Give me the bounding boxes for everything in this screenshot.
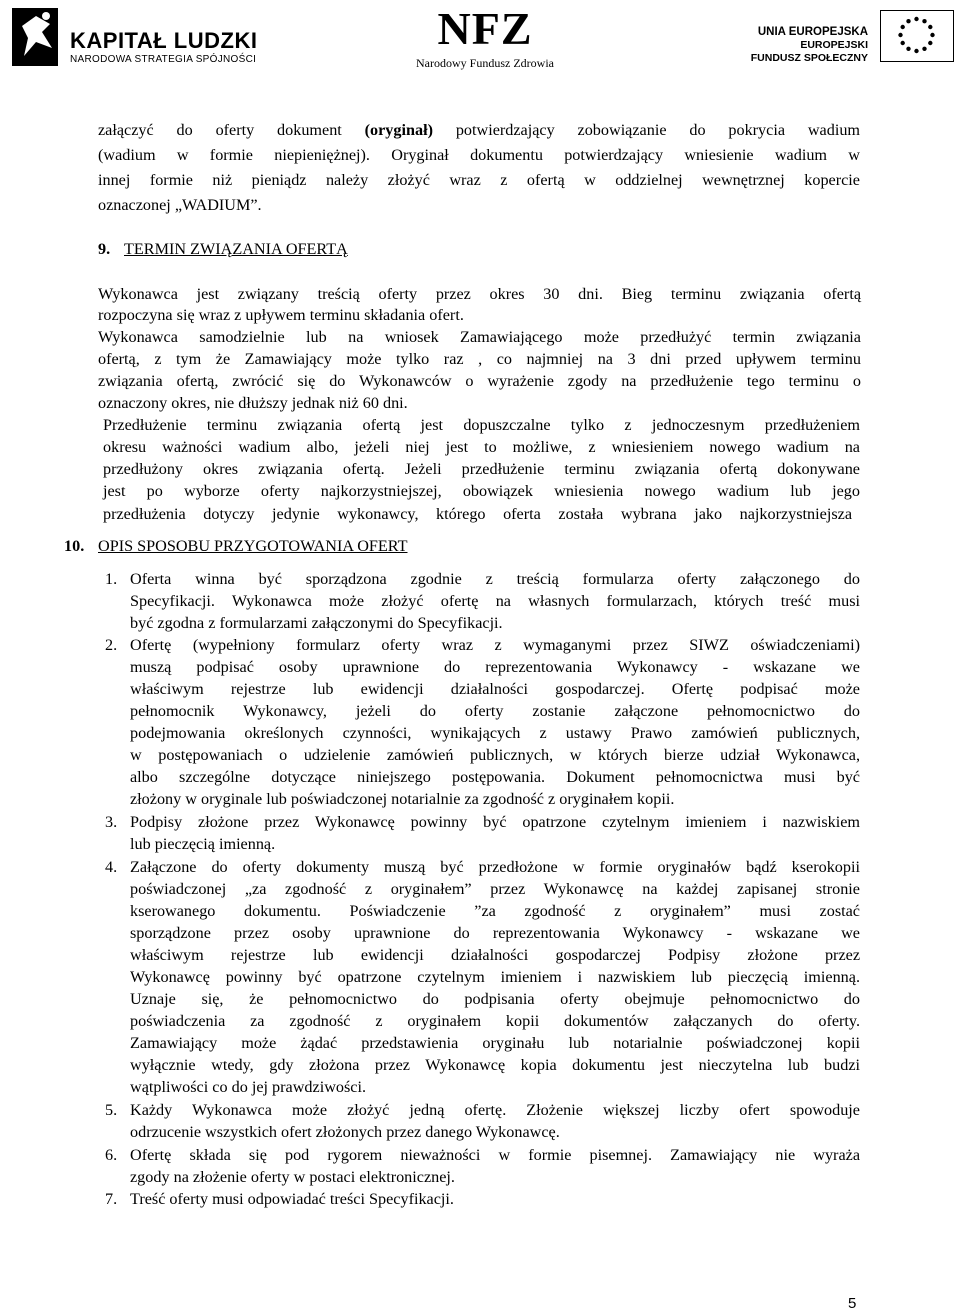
list-item-line: poświadczenia za zgodność z oryginałem kopii dokumentów załączanych do oferty. <box>130 1012 860 1030</box>
eu-flag-icon <box>880 10 954 62</box>
nfz-subtitle: Narodowy Fundusz Zdrowia <box>416 56 554 70</box>
list-item-line: Każdy Wykonawca może złożyć jedną ofertę. Złożenie większej liczby ofert spowoduje <box>130 1101 860 1119</box>
section-9-line: oznaczony okres, nie dłuższy jednak niż 60 dni. <box>98 394 408 412</box>
intro-line-1: załączyć do oferty dokument (oryginał) potwierdzający zobowiązanie do pokrycia wadium <box>98 121 861 139</box>
list-item-line: Wykonawcę powinny być opatrzone czytelnym imieniem i nazwiskiem lub pieczęcią imienną. <box>130 968 860 986</box>
section-9-line: jest po wyborze oferty najkorzystniejszej, obowiązek wniesienia nowego wadium lub jego <box>103 482 860 500</box>
kapital-ludzki-subtitle: NARODOWA STRATEGIA SPÓJNOŚCI <box>70 54 257 65</box>
list-item-number: 2. <box>105 636 118 654</box>
page-header <box>0 0 960 80</box>
kapital-ludzki-logo <box>6 2 266 72</box>
list-item-line: sporządzone przez osoby uprawnione do reprezentowania Wykonawcy - wskazane we <box>130 924 860 942</box>
kapital-ludzki-emblem-icon <box>6 2 64 72</box>
section-9-line: okresu ważności wadium albo, jeżeli niej jest to możliwe, z wniesieniem nowego wadium na <box>103 438 860 456</box>
section-10-title: OPIS SPOSOBU PRZYGOTOWANIA OFERT <box>98 537 408 555</box>
intro-line-4: oznaczonej „WADIUM”. <box>98 196 262 214</box>
section-9-line: przedłużony okres związania ofertą. Jeżeli przedłużenie terminu związania ofertą dokonywane <box>103 460 860 478</box>
list-item-line: Treść oferty musi odpowiadać treści Specyfikacji. <box>130 1190 454 1208</box>
list-item-number: 4. <box>105 858 118 876</box>
page-number: 5 <box>848 1295 857 1312</box>
section-9-line: Wykonawca jest związany treścią oferty przez okres 30 dni. Bieg terminu związania ofertą <box>98 285 861 303</box>
list-item-line: Podpisy złożone przez Wykonawcę powinny być opatrzone czytelnym imieniem i nazwiskiem <box>130 813 860 831</box>
list-item-number: 5. <box>105 1101 118 1119</box>
list-item-line: podejmowania określonych czynności, wynikających z ustawy Prawo zamówień publicznych, <box>130 724 860 742</box>
list-item-line: złożony w oryginale lub poświadczonej notarialnie za zgodność z oryginałem kopii. <box>130 790 675 808</box>
nfz-logo <box>405 4 565 74</box>
list-item-line: właściwym rejestrze lub ewidencji działalności gospodarczej Podpisy złożone przez <box>130 946 860 964</box>
list-item-line: lub pieczęcią imienną. <box>130 835 276 853</box>
section-9-title: TERMIN ZWIĄZANIA OFERTĄ <box>124 240 348 258</box>
section-10-number: 10. <box>64 537 85 555</box>
list-item-line: Oferta winna być sporządzona zgodnie z treścią formularza oferty załączonego do <box>130 570 860 588</box>
section-9-line: związania ofertą, zwrócić się do Wykonawców o wyrażenie zgody na przedłużenie tego terminu o <box>98 372 861 390</box>
list-item-number: 7. <box>105 1190 118 1208</box>
intro-line-2: (wadium w formie niepieniężnej). Oryginał dokumentu potwierdzający wniesienie wadium w <box>98 146 860 164</box>
list-item-line: poświadczonej „za zgodność z oryginałem” przez Wykonawcę na każdej zapisanej stronie <box>130 880 860 898</box>
section-9-number: 9. <box>98 240 111 258</box>
list-item-line: właściwym rejestrze lub ewidencji działalności gospodarczej. Ofertę podpisać może <box>130 680 860 698</box>
ue-line-1: UNIA EUROPEJSKA <box>757 26 868 38</box>
list-item-line: w postępowaniach o udzielenie zamówień publicznych, w których bierze udział Wykonawca, <box>130 746 860 764</box>
list-item-line: zgody na złożenie oferty w postaci elektronicznej. <box>130 1168 455 1186</box>
ue-line-3: FUNDUSZ SPOŁECZNY <box>750 52 868 64</box>
section-9-line: Przedłużenie terminu związania ofertą jest dopuszczalne tylko z jednoczesnym przedłużeniem <box>103 416 860 434</box>
list-item-line: Ofertę (wypełniony formularz oferty wraz z wymaganymi przez SIWZ oświadczeniami) <box>130 636 860 654</box>
list-item-number: 6. <box>105 1146 118 1164</box>
section-9-line: ofertą, z tym że Zamawiający może tylko raz , co najmniej na 3 dni przed upływem terminu <box>98 350 861 368</box>
list-item-line: Zamawiający może żądać przedstawienia oryginału lub notarialnie poświadczonej kopii <box>130 1034 860 1052</box>
list-item-line: wyłącznie wtedy, gdy złożona przez Wykonawcę kopia dokumentu jest nieczytelna lub budzi <box>130 1056 860 1074</box>
list-item-line: albo szczególne dotyczące niniejszego postępowania. Dokument pełnomocnictwa musi być <box>130 768 860 786</box>
list-item-line: Ofertę składa się pod rygorem nieważności w formie pisemnej. Zamawiający nie wyraża <box>130 1146 860 1164</box>
list-item-line: muszą podpisać osoby uprawnione do reprezentowania Wykonawcy - wskazane we <box>130 658 860 676</box>
list-item-line: Załączone do oferty dokumenty muszą być przedłożone w formie oryginałów bądź kserokopii <box>130 858 860 876</box>
ue-text <box>751 26 868 65</box>
section-9-line: rozpoczyna się wraz z upływem terminu składania ofert. <box>98 306 464 324</box>
list-item-line: wątpliwości co do jej prawdziwości. <box>130 1078 367 1096</box>
list-item-line: odrzucenie wszystkich ofert złożonych przez danego Wykonawcę. <box>130 1123 560 1141</box>
list-item-line: Specyfikacji. Wykonawca może złożyć ofertę na własnych formularzach, których treść musi <box>130 592 860 610</box>
kapital-ludzki-title: KAPITAŁ LUDZKI <box>70 28 258 53</box>
section-9-line: przedłużenia dotyczy jedynie wykonawcy, którego oferta została wybrana jako najkorzystniejsza <box>103 505 852 523</box>
list-item-number: 3. <box>105 813 118 831</box>
intro-line-3: innej formie niż pieniądz należy złożyć wraz z ofertą w oddzielnej wewnętrznej kopercie <box>98 171 860 189</box>
ue-line-2: EUROPEJSKI <box>800 39 868 51</box>
list-item-line: kserowanego dokumentu. Poświadczenie ”za zgodność z oryginałem” musi zostać <box>130 902 860 920</box>
nfz-mark: NFZ <box>437 3 533 54</box>
list-item-number: 1. <box>105 570 118 588</box>
list-item-line: być zgodna z formularzami załączonymi do Specyfikacji. <box>130 614 503 632</box>
section-9-line: Wykonawca samodzielnie lub na wniosek Zamawiającego może przedłużyć termin związania <box>98 328 861 346</box>
ue-logo <box>750 10 960 74</box>
list-item-line: Uznaje się, że pełnomocnictwo do podpisania oferty obejmuje pełnomocnictwo do <box>130 990 860 1008</box>
list-item-line: pełnomocnik Wykonawcy, jeżeli do oferty zostanie załączone pełnomocnictwo do <box>130 702 860 720</box>
